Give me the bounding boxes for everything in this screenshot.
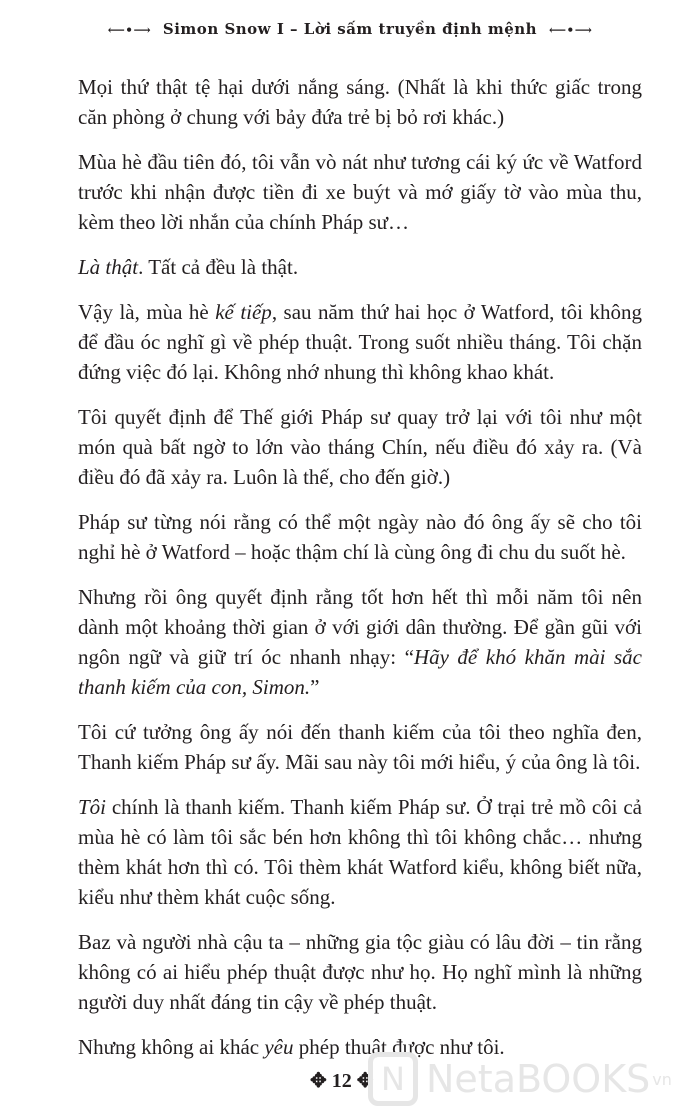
paragraph: [78, 507, 642, 567]
footer-ornament-right: ✥: [356, 1070, 374, 1092]
text-run: , sau năm thứ hai học ở Watford, tôi không để đầu óc nghĩ gì về phép thuật. Trong suốt nhiều tháng. Tôi chặn đứng việc đó lại. Không nhớ nhung thì không khao khát.: [78, 300, 642, 384]
text-run: Mọi thứ thật tệ hại dưới nắng sáng. (Nhất là khi thức giấc trong căn phòng ở chung với bảy đứa trẻ bị bỏ rơi khác.): [78, 75, 642, 129]
paragraph: [78, 717, 642, 777]
book-title: Simon Snow I – Lời sấm truyền định mệnh: [162, 20, 538, 38]
running-header: [0, 20, 700, 38]
paragraph: [78, 927, 642, 1017]
text-run: Nhưng rồi ông quyết định rằng tốt hơn hết thì mỗi năm tôi nên dành một khoảng thời gian ở với giới dân thường. Để gần gũi với ngôn ngữ và giữ trí óc nhanh nhạy: “: [78, 585, 642, 669]
page-number: 12: [331, 1070, 352, 1092]
text-run: ”: [310, 675, 320, 699]
text-run: Baz và người nhà cậu ta – những gia tộc giàu có lâu đời – tin rằng không có ai hiểu phép thuật được như họ. Họ nghĩ mình là những người duy nhất đáng tin cậy về phép thuật.: [78, 930, 642, 1014]
footer-ornament-left: ✥: [310, 1070, 327, 1092]
watermark-suffix: vn: [652, 1069, 672, 1089]
paragraph: [78, 582, 642, 702]
paragraph: [78, 297, 642, 387]
watermark-brand: NetaBOOKS: [426, 1057, 651, 1101]
paragraph: [78, 147, 642, 237]
text-run: Tôi cứ tưởng ông ấy nói đến thanh kiếm của tôi theo nghĩa đen, Thanh kiếm Pháp sư ấy. Mãi sau này tôi mới hiểu, ý của ông là tôi.: [78, 720, 642, 774]
text-run: Tôi quyết định để Thế giới Pháp sư quay trở lại với tôi như một món quà bất ngờ to lớn vào tháng Chín, nếu điều đó xảy ra. (Và điều đó đã xảy ra. Luôn là thế, cho đến giờ.): [78, 405, 642, 489]
header-ornament-left: ⟵•⟶: [107, 23, 152, 37]
emphasis-text: kế tiếp: [215, 300, 272, 324]
emphasis-text: Hãy để khó khăn mài sắc thanh kiếm của con, Simon.: [78, 645, 642, 699]
paragraph: [78, 252, 642, 282]
watermark-logo-icon: N: [368, 1052, 418, 1106]
paragraph: [78, 402, 642, 492]
text-run: chính là thanh kiếm. Thanh kiếm Pháp sư. Ở trại trẻ mồ côi cả mùa hè có làm tôi sắc bén hơn không thì tôi không chắc… nhưng thèm khát hơn thì có. Tôi thèm khát Watford kiểu, không biết nữa, kiểu như thèm khát cuộc sống.: [78, 795, 642, 909]
page-body: [78, 72, 642, 1077]
emphasis-text: Là thật: [78, 255, 139, 279]
watermark: [368, 1052, 672, 1106]
emphasis-text: yêu: [264, 1035, 294, 1059]
header-ornament-right: ⟵•⟶: [548, 23, 593, 37]
page-footer: [310, 1068, 374, 1093]
text-run: Nhưng không ai khác: [78, 1035, 265, 1059]
paragraph: [78, 792, 642, 912]
emphasis-text: Tôi: [78, 795, 107, 819]
paragraph: [78, 72, 642, 132]
text-run: phép thuật được như tôi.: [293, 1035, 505, 1059]
text-run: Pháp sư từng nói rằng có thể một ngày nào đó ông ấy sẽ cho tôi nghỉ hè ở Watford – hoặc thậm chí là cùng ông đi chu du suốt hè.: [78, 510, 642, 564]
text-run: Vậy là, mùa hè: [78, 300, 216, 324]
text-run: . Tất cả đều là thật.: [138, 255, 299, 279]
text-run: Mùa hè đầu tiên đó, tôi vẫn vò nát như tương cái ký ức về Watford trước khi nhận được tiền đi xe buýt và mớ giấy tờ vào mùa thu, kèm theo lời nhắn của chính Pháp sư…: [78, 150, 642, 234]
